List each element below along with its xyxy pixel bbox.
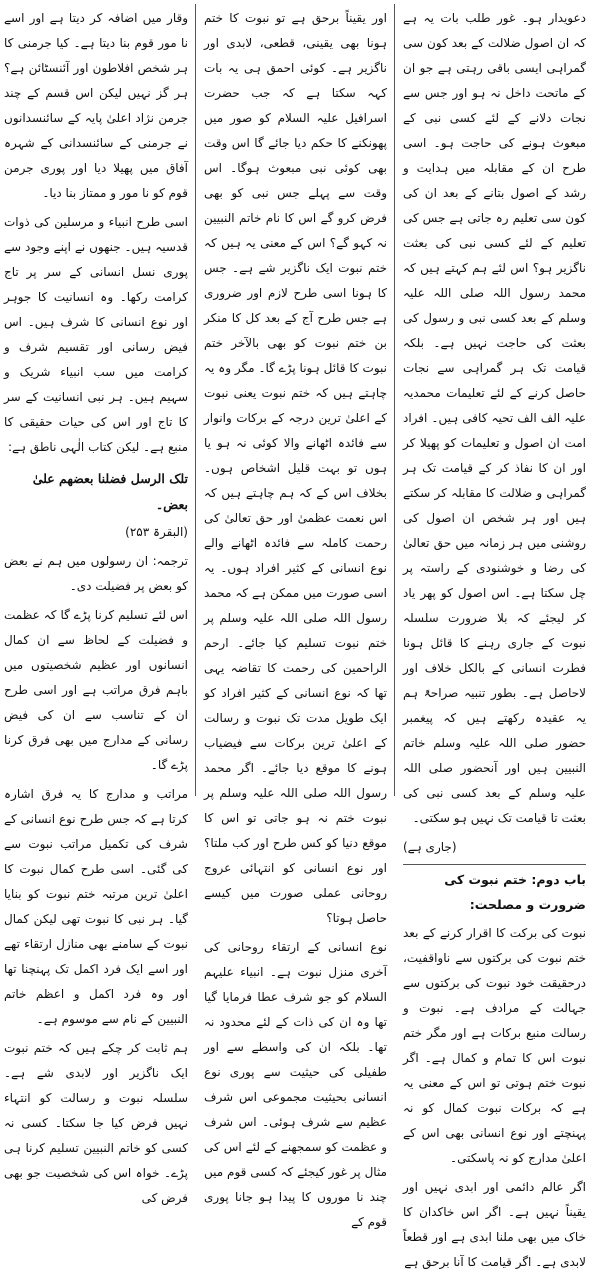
paragraph: مراتب و مدارج کا یہ فرق اشارہ کرتا ہے کہ جس طرح نوع انسانی کے شرف کی تکمیل مراتب نبوت سے کی گئی۔ اسی طرح کمال نبوت کا اعلیٰ ترین مرتبہ ختم نبوت کو بنایا گیا۔ ہر نبی کا نبوت تھی لیکن کمال نبوت کے سامنے بھی منازل ارتقاء تھے اور اسے ایک فرد اکمل تک پہنچنا تھا اور وہ فرد اکمل و اعظم خاتم النبیین کے نام سے موسوم ہے۔ xyxy=(4,787,188,1026)
continued-note: (جاری ہے) xyxy=(403,840,457,854)
verse-reference: (البقرۃ ۲۵۳) xyxy=(125,525,188,539)
left-column xyxy=(4,6,188,1205)
section-heading: باب دوم: ختم نبوت کی ضرورت و مصلحت: xyxy=(403,864,586,917)
right-column xyxy=(403,6,586,1269)
paragraph: اسی طرح انبیاء و مرسلین کی ذوات قدسیہ ہیں۔ جنھوں نے اپنے وجود سے پوری نسل انسانی کے سر پر تاج کرامت رکھا۔ وہ انسانیت کا جوہر اور نوع انسانی کا شرف ہیں۔ اس فیض رسانی اور تقسیم شرف و کرامت میں سب انبیاء شریک و سہیم ہیں۔ ہر نبی انسانیت کے سر کا تاج اور اس کی حیات حقیقی کا منبع ہے۔ لیکن کتاب الٰہی ناطق ہے: xyxy=(4,215,188,454)
verse-translation: ترجمہ: ان رسولوں میں ہم نے بعض کو بعض پر فضیلت دی۔ xyxy=(4,554,188,593)
paragraph: نوع انسانی کے ارتقاء روحانی کی آخری منزل نبوت ہے۔ انبیاء علیہم السلام کو جو شرف عطا فرمایا گیا تھا وہ ان کی ذات کے لئے محدود نہ تھا۔ بلکہ ان کی واسطے سے اور طفیلی کی حیثیت سے پوری نوع انسانی بحیثیت مجموعی اس شرف عظیم سے شرف ہوئی۔ اس شرف و عظمت کو سمجھنے کے لئے اس کی مثال پر غور کیجئے کہ کسی قوم میں چند نا موروں کا پیدا ہو جانا پوری قوم کے xyxy=(204,940,387,1229)
paragraph: ہم ثابت کر چکے ہیں کہ ختم نبوت ایک ناگزیر اور لابدی شے ہے۔ سلسلہ نبوت و رسالت کو انتہاء نہیں فرض کیا جا سکتا۔ کسی نہ کسی کو خاتم النبیین تسلیم کرنا ہی پڑے۔ خواہ اس کی شخصیت جو بھی فرض کی xyxy=(4,1041,188,1205)
quranic-verse: تلک الرسل فضلنا بعضھم علیٰ بعض۔ xyxy=(32,471,188,512)
paragraph: اور یقیناً برحق ہے تو نبوت کا ختم ہونا بھی یقینی، قطعی، لابدی اور ناگزیر ہے۔ کوئی احمق ہی یہ بات کہہ سکتا ہے کہ جب حضرت اسرافیل علیہ السلام کو صور میں پھونکنے کا حکم دیا جائے گا اس وقت بھی کوئی نبی مبعوث ہوگا۔ اس وقت سے پہلے جس نبی کو بھی فرض کرو گے اس کا نام خاتم النبیین نہ کہو گے؟ اس کے معنی یہ ہیں کہ ختم نبوت ایک ناگزیر شے ہے۔ جس کا ہونا اسی طرح لازم اور ضروری ہے جس طرح آج کے بعد کل کا منکر بن ختم نبوت کو بھی بالآخر ختم نبوت کا قائل ہونا پڑے گا۔ مگر وہ یہ چاہتے ہیں کہ ختم نبوت یعنی نبوت کے اعلیٰ ترین درجہ کے برکات وانوار سے فائدہ اٹھانے والا کوئی نہ ہو یا ہوں تو بہت قلیل اشخاص ہوں۔ بخلاف اس کے کہ ہم چاہتے ہیں کہ اس نعمت عظمیٰ اور حق تعالیٰ کی رحمت کاملہ سے فائدہ اٹھانے والے نوع انسانی کے کثیر افراد ہوں۔ یہ اسی صورت میں ممکن ہے کہ محمد رسول اللہ صلی اللہ علیہ وسلم پر ختم نبوت تسلیم کیا جائے۔ ارحم الراحمین کی رحمت کا تقاضہ یہی تھا کہ نوع انسانی کے کثیر افراد کو ایک طویل مدت تک نبوت و رسالت کے اعلیٰ ترین برکات سے فیضیاب ہونے کا موقع دیا جائے۔ اگر محمد رسول اللہ صلی اللہ علیہ وسلم پر نبوت ختم نہ ہو جاتی تو اس کا موقع دنیا کو کس طرح اور کب ملتا؟ اور نوع انسانی کو انتہائی عروج روحانی عملی صورت میں کیسے حاصل ہوتا؟ xyxy=(204,11,387,925)
paragraph: اگر عالم دائمی اور ابدی نہیں اور یقیناً نہیں ہے۔ اگر اس خاکدان کا خاک میں بھی ملنا ابدی ہے اور قطعاً لابدی ہے۔ اگر قیامت کا آنا برحق ہے xyxy=(403,1180,586,1269)
paragraph: دعویدار ہو۔ غور طلب بات یہ ہے کہ ان اصول ضلالت کے بعد کون سی گمراہی ایسی باقی رہتی ہے جو ان کے ماتحت داخل نہ ہو اور جس سے نجات دلانے کے لئے کسی نبی کے مبعوث ہونے کی حاجت ہو۔ اسی طرح ان کے مقابلہ میں ہدایت و رشد کے اصول بتانے کے بعد ان کی کون سی تعلیم رہ جاتی ہے جس کی تعلیم کے لئے کسی نبی کی بعثت ناگزیر ہو؟ اس لئے ہم کہتے ہیں کہ محمد رسول اللہ صلی اللہ علیہ وسلم کے بعد کسی نبی و رسول کی بعثت کی حاجت نہیں ہے۔ بلکہ قیامت تک ہر گمراہی سے نجات حاصل کرنے کے لئے تعلیمات محمدیہ علیہ الف الف تحیہ کافی ہیں۔ افراد امت ان اصول و تعلیمات کو پھیلا کر اور ان کا نفاذ کر کے قیامت تک ہر گمراہی و ضلالت کا مقابلہ کر سکتے ہیں اور ہر شخص ان اصول کی روشنی میں ہر زمانہ میں حق تعالیٰ کی رضا و خوشنودی کے راستہ پر چل سکتا ہے۔ اس اصول کو پھر یاد کر لیجئے کہ بلا ضرورت سلسلہ نبوت کے جاری رہنے کا قائل ہونا فطرت انسانی کے بالکل خلاف اور لاحاصل ہے۔ بطور تنبیہ صراحۃً ہم یہ عقیدہ رکھتے ہیں کہ پیغمبر حضور صلی اللہ علیہ وسلم خاتم النبیین ہیں اور آنحضور صلی اللہ علیہ وسلم کے بعد کسی نبی کی بعثت تا قیامت تک نہیں ہو سکتی۔ xyxy=(403,11,586,825)
paragraph: اس لئے تسلیم کرنا پڑے گا کہ عظمت و فضیلت کے لحاظ سے ان کمال انسانوں اور عظیم شخصیتوں میں باہم فرق مراتب ہے اور اسی طرح ان کے تناسب سے ان کی فیض رسانی کے مدارج میں بھی فرق کرنا پڑے گا۔ xyxy=(4,608,188,772)
paragraph: وقار میں اضافہ کر دیتا ہے اور اسے نا مور قوم بنا دیتا ہے۔ کیا جرمنی کا ہر شخص افلاطون اور آئنسٹائن ہے؟ ہر گز نہیں لیکن اس قسم کے چند جرمن نژاد اعلیٰ پایہ کے سائنسدانوں نے جرمنی کے سائنسدانی کے شہرہ آفاق میں پھیلا دیا اور پوری جرمن قوم کو نا مور و ممتاز بنا دیا۔ xyxy=(4,11,188,200)
column-divider xyxy=(394,4,395,796)
paragraph: نبوت کی برکت کا اقرار کرنے کے بعد ختم نبوت کی برکتوں سے ناواقفیت، درحقیقت خود نبوت کی برکتوں سے جہالت کے مرادف ہے۔ نبوت و رسالت منبع برکات ہے اور مگر ختم نبوت اس کا تمام و کمال ہے۔ اگر نبوت ختم ہوتی تو اس کے معنی یہ ہے کہ برکات نبوت کمال کو نہ پہنچتے اور نوع انسانی بھی اس کے اعلیٰ مدارج کو نہ پاسکتی۔ xyxy=(403,926,586,1165)
column-divider xyxy=(195,4,196,796)
middle-column xyxy=(204,6,387,1229)
